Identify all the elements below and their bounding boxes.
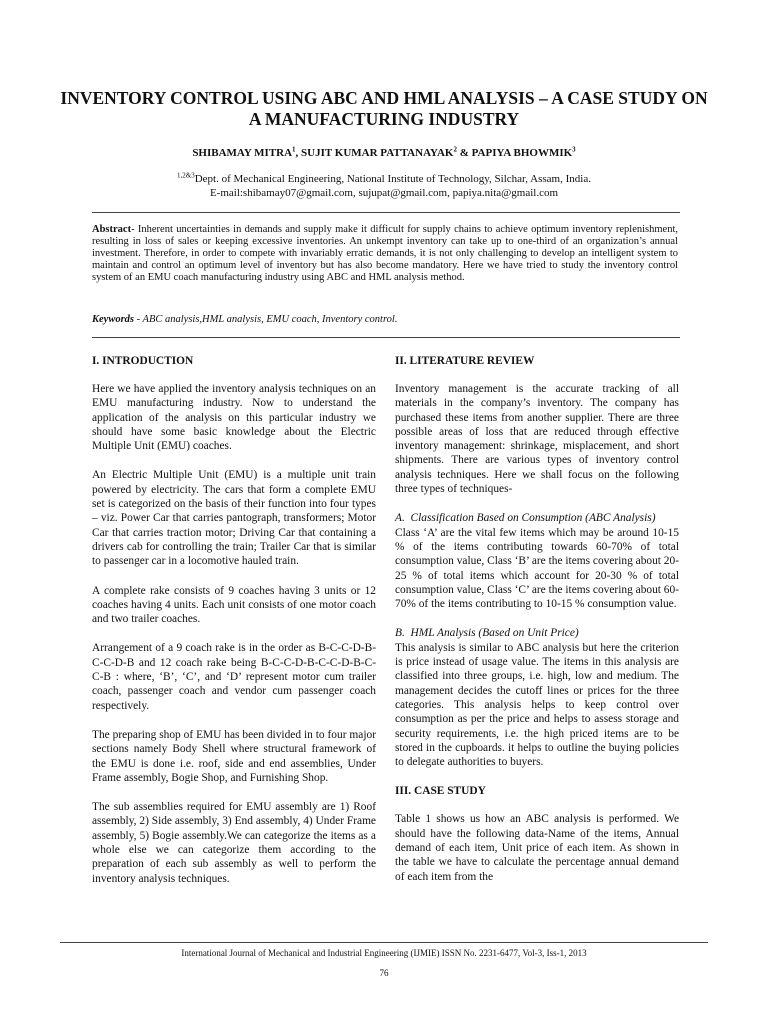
paragraph: Table 1 shows us how an ABC analysis is performed. We should have the following data-Name of the items, Annual demand of each item, Unit price of each item. As shown in the table we have to calculate the percentage annual demand of each item from the <box>395 813 679 883</box>
paragraph: An Electric Multiple Unit (EMU) is a multiple unit train powered by electricity. The cars that form a complete EMU set is categorized on the basis of their function into four types – viz. Power Car that carries pantograph, transformers; Motor Car that carries traction motor; Driving Car that containing a drivers cab for controlling the train; Trailer Car that is similar to passenger car in a locomotive hauled train. <box>92 469 376 568</box>
author-2: SUJIT KUMAR PATTANAYAK <box>301 147 454 159</box>
keywords-text: - ABC analysis,HML analysis, EMU coach, Inventory control. <box>134 314 398 325</box>
section-heading-case-study: III. CASE STUDY <box>395 785 486 798</box>
abstract-text: - Inherent uncertainties in demands and supply make it difficult for supply chains to achieve optimum inventory replenishment, resulting in loss of sales or keeping excessive inventories. An unkempt inventory can take up to one-third of an organization’s annual investment. Therefore, in order to compete with invariably erratic demands, it is not only challenging to develop an intelligent system to maintain and control an optimum level of inventory but has also become mandatory. Here we have tried to study the inventory control system of an EMU coach manufacturing industry using ABC and HML analysis method. <box>92 224 678 284</box>
paragraph: This analysis is similar to ABC analysis but here the criterion is price instead of usage value. The items in this analysis are classified into three groups, i.e. high, low and medium. The management decides the cutoff lines or prices for the three categories. This analysis helps to keep control over consumption as per the price and helps to assess storage and security requirements, i.e. the high priced items are to be stored in the cupboards. it helps to outline the buying policies to delegate authorities to buyers. <box>395 641 679 769</box>
footer-rule <box>60 942 708 943</box>
keywords-label: Keywords <box>92 314 134 325</box>
author-2-mark: 2 <box>453 145 457 154</box>
subsection-heading-hml: B. HML Analysis (Based on Unit Price) <box>395 627 579 640</box>
abstract-label: Abstract <box>92 224 132 235</box>
paragraph: Here we have applied the inventory analysis techniques on an EMU manufacturing industry. Now to understand the application of the analysis on this particular industry we should have some basic knowledge about the Electric Multiple Unit (EMU) coaches. <box>92 383 376 453</box>
keywords <box>92 314 678 325</box>
section-heading-introduction: I. INTRODUCTION <box>92 355 194 367</box>
paragraph: The preparing shop of EMU has been divided in to four major sections namely Body Shell where structural framework of the EMU is done i.e. roof, side and end assemblies, Under Frame assembly, Bogie Shop, and Furnishing Shop. <box>92 728 376 784</box>
right-column <box>395 354 679 899</box>
abstract-bottom-rule <box>92 337 680 338</box>
author-3: PAPIYA BHOWMIK <box>471 147 573 159</box>
author-1: SHIBAMAY MITRA <box>192 147 293 159</box>
subsection-heading-abc: A. Classification Based on Consumption (ABC Analysis) <box>395 512 656 525</box>
paragraph: Arrangement of a 9 coach rake is in the order as B-C-C-D-B-C-C-D-B and 12 coach rake being B-C-C-D-B-C-C-D-B-C-C-B : where, ‘B’, ‘C’, and ‘D’ represent motor cum trailer coach, passenger coach and vendor cum passenger coach respectively. <box>92 642 376 712</box>
paragraph: The sub assemblies required for EMU assembly are 1) Roof assembly, 2) Side assembly, 3) End assembly, 4) Under Frame assembly, 5) Bogie assembly.We can categorize the items as a whole else we can categorize them according to the preparation of each sub assembly as well to perform the inventory analysis techniques. <box>92 801 376 885</box>
journal-footer: International Journal of Mechanical and Industrial Engineering (IJMIE) ISSN No. 2231-6477, Vol-3, Iss-1, 2013 <box>181 948 587 958</box>
paragraph: A complete rake consists of 9 coaches having 3 units or 12 coaches having 4 units. Each unit consists of one motor coach and two trailer coaches. <box>92 584 376 626</box>
affiliation-mark: 1,2&3 <box>177 171 195 180</box>
paragraph: Class ‘A’ are the vital few items which may be around 10-15 % of the items contributing towards 60-70% of total consumption value, Class ‘B’ are the items covering about 20-25 % of total items which account for 20-30 % of total consumption value, Class ‘C’ are the items covering about 60-70% of the items contributing to 10-15 % consumption value. <box>395 526 679 611</box>
author-3-mark: 3 <box>572 145 576 154</box>
top-rule <box>92 212 680 213</box>
section-heading-literature-review: II. LITERATURE REVIEW <box>395 355 535 367</box>
abstract <box>92 224 678 284</box>
affiliation-dept: Dept. of Mechanical Engineering, National Institute of Technology, Silchar, Assam, India. <box>194 173 591 185</box>
paragraph: Inventory management is the accurate tracking of all materials in the company’s inventory. The company has purchased these items from another supplier. There are three possible areas of loss that are reduced through effective inventory management: shrinkage, misplacement, and short shipments. There are various types of inventory control analysis techniques. Here we shall focus on the following three types of techniques- <box>395 383 679 496</box>
author-1-mark: 1 <box>292 145 296 154</box>
page-number: 76 <box>379 968 389 978</box>
paper-title: INVENTORY CONTROL USING ABC AND HML ANALYSIS – A CASE STUDY ON A MANUFACTURING INDUSTRY <box>60 88 708 129</box>
author-list <box>60 147 708 159</box>
author-emails: E-mail:shibamay07@gmail.com, sujupat@gmail.com, papiya.nita@gmail.com <box>209 187 559 199</box>
author-separator: & <box>456 147 472 159</box>
affiliation <box>60 172 708 200</box>
author-separator: , <box>295 147 302 159</box>
affiliation-line <box>60 172 708 186</box>
left-column <box>92 354 376 901</box>
